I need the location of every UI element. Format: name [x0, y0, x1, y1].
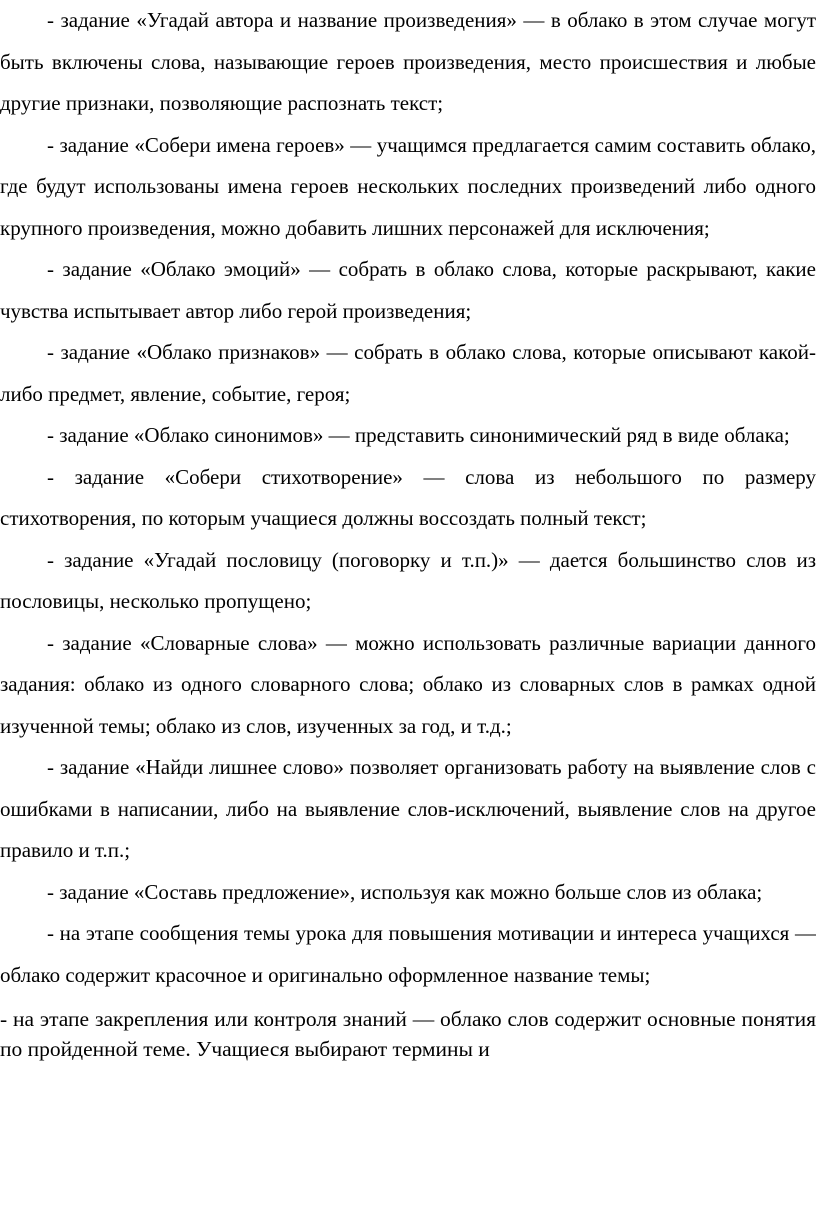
paragraph-find-extra-word: - задание «Найди лишнее слово» позволяет организовать работу на выявление слов с ошибками в написании, либо на выявление слов-исключений, выявление слов на другое правило и т.п.; — [0, 755, 816, 862]
paragraph-make-sentence: - задание «Составь предложение», используя как можно больше слов из облака; — [47, 879, 763, 904]
paragraph-lesson-topic: - на этапе сообщения темы урока для повышения мотивации и интереса учащихся — облако содержит красочное и оригинально оформленное название темы; — [0, 921, 816, 987]
paragraph-guess-author: - задание «Угадай автора и название произведения» — в облако в этом случае могут быть включены слова, называющие героев произведения, место происшествия и любые другие признаки, позволяющие распознать текст; — [0, 8, 816, 115]
paragraph-collect-hero-names: - задание «Собери имена героев» — учащимся предлагается самим составить облако, где будут использованы имена героев нескольких последних произведений либо одного крупного произведения, можно добавить лишних персонажей для исключения; — [0, 132, 816, 240]
paragraph-emotion-cloud: - задание «Облако эмоций» — собрать в облако слова, которые раскрывают, какие чувства испытывает автор либо герой произведения; — [0, 257, 816, 323]
paragraph-vocabulary-words: - задание «Словарные слова» — можно использовать различные вариации данного задания: облако из одного словарного слова; облако из словарных слов в рамках одной изученной темы; облако из слов, изученных за год, и т.д.; — [0, 630, 816, 738]
paragraph-guess-proverb: - задание «Угадай пословицу (поговорку и т.п.)» — дается большинство слов из пословицы, несколько пропущено; — [0, 547, 816, 613]
paragraph-consolidation: - на этапе закрепления или контроля знаний — облако слов содержит основные понятия по пройденной теме. Учащиеся выбирают термины и — [0, 1007, 816, 1061]
paragraph-synonym-cloud: - задание «Облако синонимов» — представить синонимический ряд в виде облака; — [47, 423, 790, 447]
paragraph-collect-poem: - задание «Собери стихотворение» — слова из небольшого по размеру стихотворения, по которым учащиеся должны воссоздать полный текст; — [0, 464, 816, 530]
paragraph-feature-cloud: - задание «Облако признаков» — собрать в облако слова, которые описывают какой-либо предмет, явление, событие, героя; — [0, 340, 816, 406]
